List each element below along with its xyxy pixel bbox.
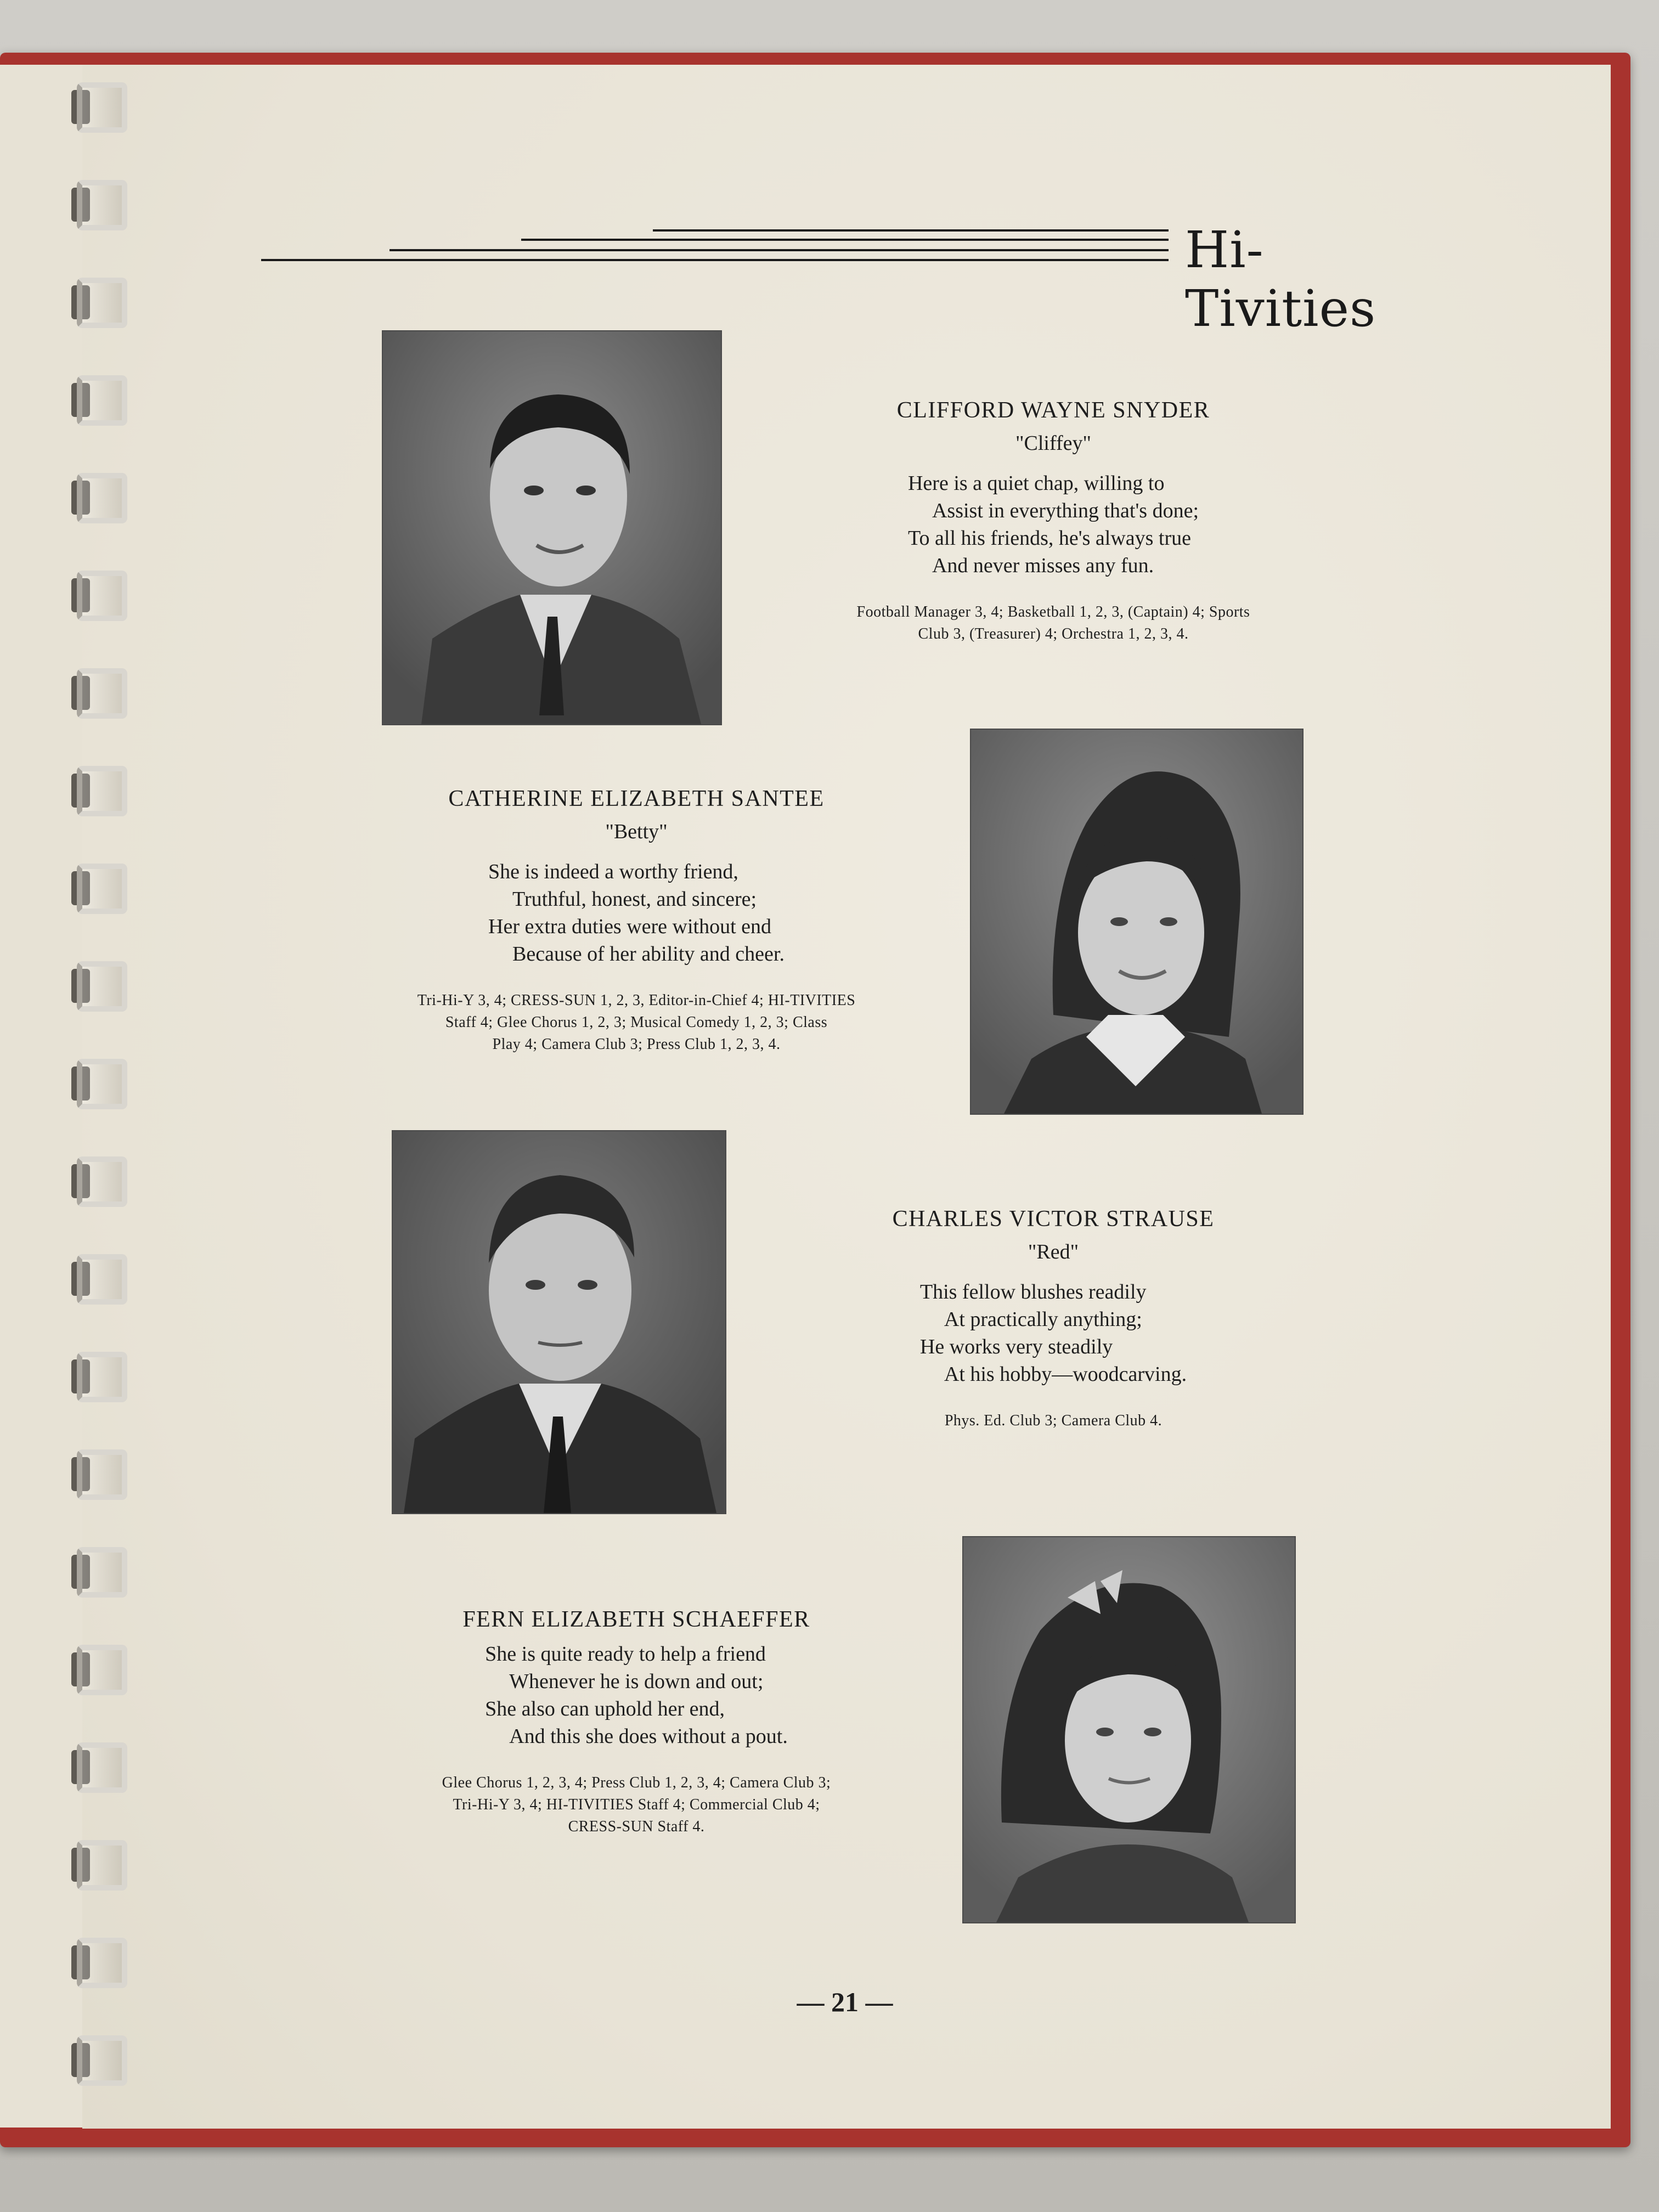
verse-line: To all his friends, he's always true (907, 527, 1191, 550)
student-nickname: "Betty" (605, 820, 668, 843)
student-verse (488, 858, 785, 968)
activities-line: Glee Chorus 1, 2, 3, 4; Press Club 1, 2, 3, 4; Camera Club 3; (442, 1774, 831, 1791)
binding-ring (65, 473, 131, 526)
binding-ring (65, 864, 131, 916)
portrait-photo-catherine (971, 730, 1302, 1114)
student-entry-fern (318, 1606, 955, 1838)
binding-ring (65, 1547, 131, 1600)
activities-line: Tri-Hi-Y 3, 4; HI-TIVITIES Staff 4; Commercial Club 4; (453, 1796, 820, 1813)
binding-ring (65, 2035, 131, 2088)
binding-ring (65, 1742, 131, 1795)
verse-line: Because of her ability and cheer. (512, 943, 785, 966)
verse-line: At practically anything; (944, 1308, 1142, 1331)
coil-loop (77, 1547, 127, 1598)
coil-loop (77, 1645, 127, 1695)
binding-ring (65, 766, 131, 819)
binding-ring (65, 375, 131, 428)
header-title: Hi-Tivities (1185, 221, 1376, 338)
student-name: CLIFFORD WAYNE SNYDER (896, 398, 1210, 423)
activities-line: Play 4; Camera Club 3; Press Club 1, 2, 3, 4. (492, 1036, 781, 1053)
coil-loop (77, 1254, 127, 1305)
coil-loop (77, 1156, 127, 1207)
activities-line: Football Manager 3, 4; Basketball 1, 2, 3, (Captain) 4; Sports (856, 603, 1250, 620)
coil-loop (77, 2035, 127, 2086)
binding-ring (65, 571, 131, 623)
verse-line: At his hobby—woodcarving. (944, 1363, 1187, 1386)
binding-ring (65, 1059, 131, 1111)
coil-loop (77, 1938, 127, 1988)
student-activities (779, 1410, 1328, 1432)
coil-loop (77, 668, 127, 719)
binding-ring (65, 1938, 131, 1990)
coil-loop (77, 1742, 127, 1793)
student-entry-charles (779, 1206, 1328, 1432)
coil-loop (77, 473, 127, 523)
binding-ring (65, 668, 131, 721)
verse-line: Her extra duties were without end (488, 915, 772, 938)
binding-ring (65, 1254, 131, 1307)
coil-loop (77, 1449, 127, 1500)
student-verse (485, 1640, 788, 1750)
student-activities (318, 990, 955, 1056)
coil-loop (77, 375, 127, 426)
binding-ring (65, 1352, 131, 1404)
spiral-binding (65, 82, 136, 2079)
student-activities (318, 1772, 955, 1838)
student-name: CHARLES VICTOR STRAUSE (892, 1206, 1215, 1232)
verse-line: And never misses any fun. (932, 554, 1154, 577)
student-name: CATHERINE ELIZABETH SANTEE (448, 786, 825, 811)
coil-loop (77, 1840, 127, 1891)
coil-loop (77, 1352, 127, 1402)
activities-line: Tri-Hi-Y 3, 4; CRESS-SUN 1, 2, 3, Editor-in-Chief 4; HI-TIVITIES (417, 992, 856, 1009)
student-entry-catherine (318, 786, 955, 1056)
activities-line: Staff 4; Glee Chorus 1, 2, 3; Musical Comedy 1, 2, 3; Class (445, 1014, 828, 1031)
coil-loop (77, 571, 127, 621)
student-name: FERN ELIZABETH SCHAEFFER (462, 1607, 810, 1632)
page-number: — 21 — (797, 1987, 893, 2017)
binding-ring (65, 1840, 131, 1893)
activities-line: Club 3, (Treasurer) 4; Orchestra 1, 2, 3, 4. (918, 625, 1189, 642)
activities-line: Phys. Ed. Club 3; Camera Club 4. (944, 1412, 1163, 1429)
binding-ring (65, 961, 131, 1014)
verse-line: This fellow blushes readily (919, 1280, 1147, 1304)
verse-line: He works very steadily (919, 1335, 1113, 1358)
coil-loop (77, 766, 127, 816)
binding-ring (65, 278, 131, 330)
coil-loop (77, 864, 127, 914)
portrait-photo-clifford (383, 331, 721, 724)
verse-line: Whenever he is down and out; (509, 1670, 764, 1693)
student-activities (779, 601, 1328, 645)
verse-line: She is quite ready to help a friend (485, 1643, 766, 1666)
student-nickname: "Red" (1028, 1240, 1079, 1263)
verse-line: Assist in everything that's done; (932, 499, 1199, 522)
portrait-photo-fern (963, 1537, 1295, 1922)
binding-ring (65, 1449, 131, 1502)
binding-ring (65, 1645, 131, 1697)
coil-loop (77, 1059, 127, 1109)
binding-ring (65, 1156, 131, 1209)
coil-loop (77, 961, 127, 1012)
activities-line: CRESS-SUN Staff 4. (568, 1818, 705, 1835)
verse-line: She also can uphold her end, (485, 1697, 725, 1720)
verse-line: Truthful, honest, and sincere; (512, 888, 757, 911)
student-entry-clifford (779, 397, 1328, 645)
verse-line: Here is a quiet chap, willing to (907, 472, 1165, 495)
portrait-photo-charles (393, 1131, 725, 1513)
student-verse (920, 1278, 1187, 1388)
student-nickname: "Cliffey" (1015, 432, 1091, 455)
verse-line: She is indeed a worthy friend, (488, 860, 738, 883)
verse-line: And this she does without a pout. (509, 1725, 788, 1748)
student-verse (908, 470, 1199, 579)
